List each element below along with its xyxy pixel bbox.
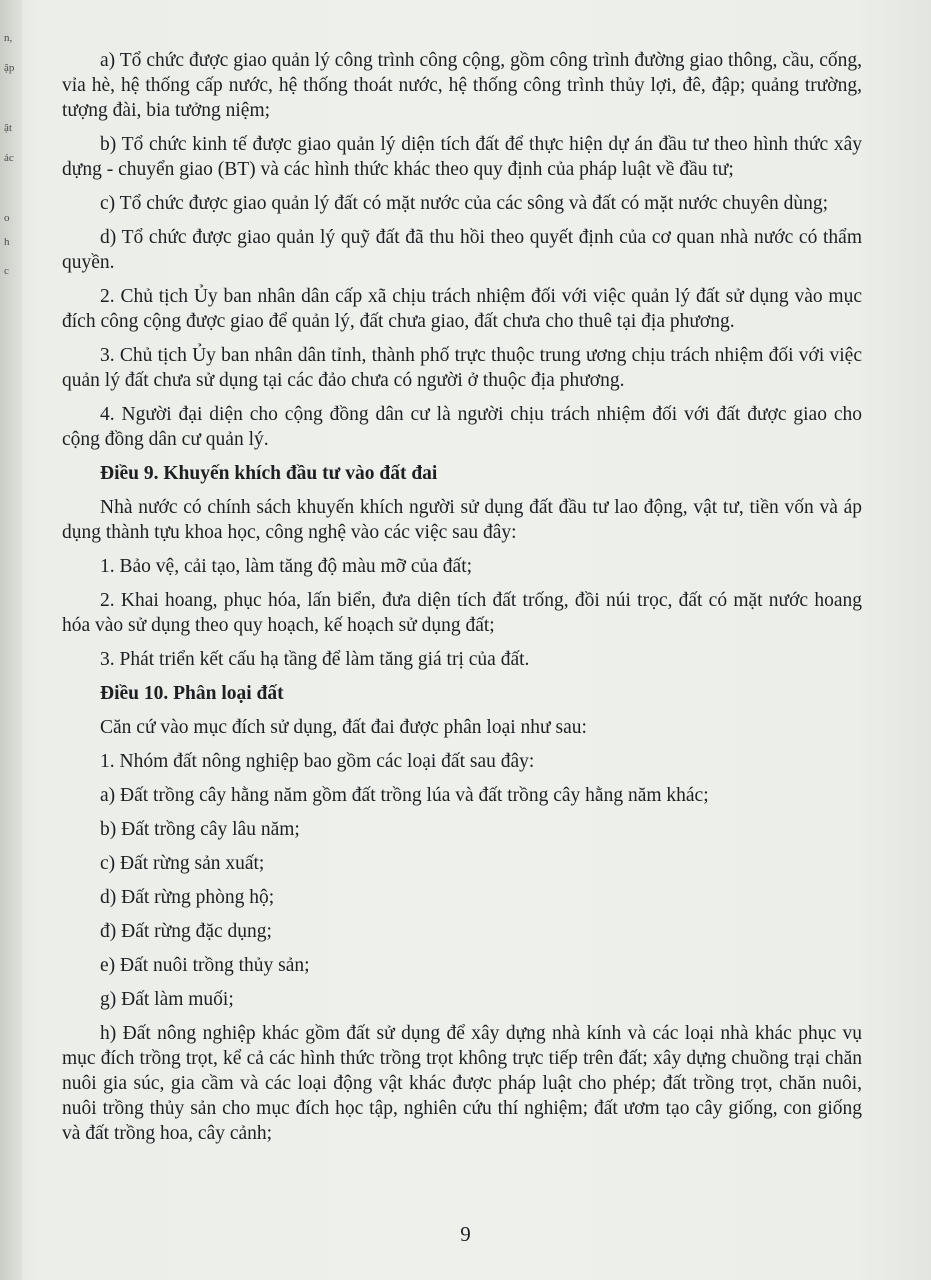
paragraph: g) Đất làm muối; [100,989,234,1010]
paragraph: b) Tổ chức kinh tế được giao quản lý diện tích đất để thực hiện dự án đầu tư theo hình thức xây dựng - chuyển giao (BT) và các hình thức khác theo quy định của pháp luật về đầu tư; [62,134,862,180]
paragraph: 1. Bảo vệ, cải tạo, làm tăng độ màu mỡ của đất; [100,556,473,577]
paragraph: d) Đất rừng phòng hộ; [100,887,275,908]
paragraph: d) Tổ chức được giao quản lý quỹ đất đã thu hồi theo quyết định của cơ quan nhà nước có thẩm quyền. [62,227,862,273]
paragraph: c) Tổ chức được giao quản lý đất có mặt nước của các sông và đất có mặt nước chuyên dùng; [100,193,829,214]
paragraph: 2. Khai hoang, phục hóa, lấn biển, đưa diện tích đất trống, đồi núi trọc, đất có mặt nước hoang hóa vào sử dụng theo quy hoạch, kế hoạch sử dụng đất; [62,590,862,636]
paragraph: 4. Người đại diện cho cộng đồng dân cư là người chịu trách nhiệm đối với đất được giao cho cộng đồng dân cư quản lý. [62,404,862,450]
paragraph: Nhà nước có chính sách khuyến khích người sử dụng đất đầu tư lao động, vật tư, tiền vốn và áp dụng thành tựu khoa học, công nghệ vào các việc sau đây: [62,497,862,543]
gutter-mark: c [4,265,9,277]
gutter-mark: h [4,236,10,248]
gutter-mark: n, [4,32,13,44]
paragraph: 3. Chủ tịch Ủy ban nhân dân tỉnh, thành phố trực thuộc trung ương chịu trách nhiệm đối với việc quản lý đất chưa sử dụng tại các đảo chưa có người ở thuộc địa phương. [62,345,862,391]
article-heading: Điều 9. Khuyến khích đầu tư vào đất đai [100,463,438,484]
paragraph: 2. Chủ tịch Ủy ban nhân dân cấp xã chịu trách nhiệm đối với việc quản lý đất sử dụng vào mục đích công cộng được giao để quản lý, đất chưa giao, đất chưa cho thuê tại địa phương. [62,286,862,332]
paragraph: e) Đất nuôi trồng thủy sản; [100,955,310,976]
gutter-mark: o [4,212,10,224]
gutter-mark: ập [4,62,15,74]
document-body [62,48,862,1155]
paragraph: c) Đất rừng sản xuất; [100,853,265,874]
binding-gutter [0,0,22,1280]
paragraph: 1. Nhóm đất nông nghiệp bao gồm các loại đất sau đây: [100,751,535,772]
page-number: 9 [460,1222,471,1246]
article-heading: Điều 10. Phân loại đất [100,683,284,704]
paragraph: 3. Phát triển kết cấu hạ tầng để làm tăng giá trị của đất. [100,649,530,670]
paragraph: h) Đất nông nghiệp khác gồm đất sử dụng để xây dựng nhà kính và các loại nhà khác phục vụ mục đích trồng trọt, kể cả các hình thức trồng trọt không trực tiếp trên đất; xây dựng chuồng trại chăn nuôi gia súc, gia cầm và các loại động vật khác được pháp luật cho phép; đất trồng trọt, chăn nuôi, nuôi trồng thủy sản cho mục đích học tập, nghiên cứu thí nghiệm; đất ươm tạo cây giống, con giống và đất trồng hoa, cây cảnh; [62,1023,862,1144]
gutter-mark: ác [4,152,14,164]
paragraph: b) Đất trồng cây lâu năm; [100,819,300,840]
paragraph: a) Đất trồng cây hằng năm gồm đất trồng lúa và đất trồng cây hằng năm khác; [100,785,709,806]
paragraph: đ) Đất rừng đặc dụng; [100,921,272,942]
gutter-mark: ật [4,122,12,134]
paragraph: Căn cứ vào mục đích sử dụng, đất đai được phân loại như sau: [100,717,587,738]
paragraph: a) Tổ chức được giao quản lý công trình công cộng, gồm công trình đường giao thông, cầu, cống, vỉa hè, hệ thống cấp nước, hệ thống thoát nước, hệ thống công trình thủy lợi, đê, đập; quảng trường, tượng đài, bia tưởng niệm; [62,50,862,121]
